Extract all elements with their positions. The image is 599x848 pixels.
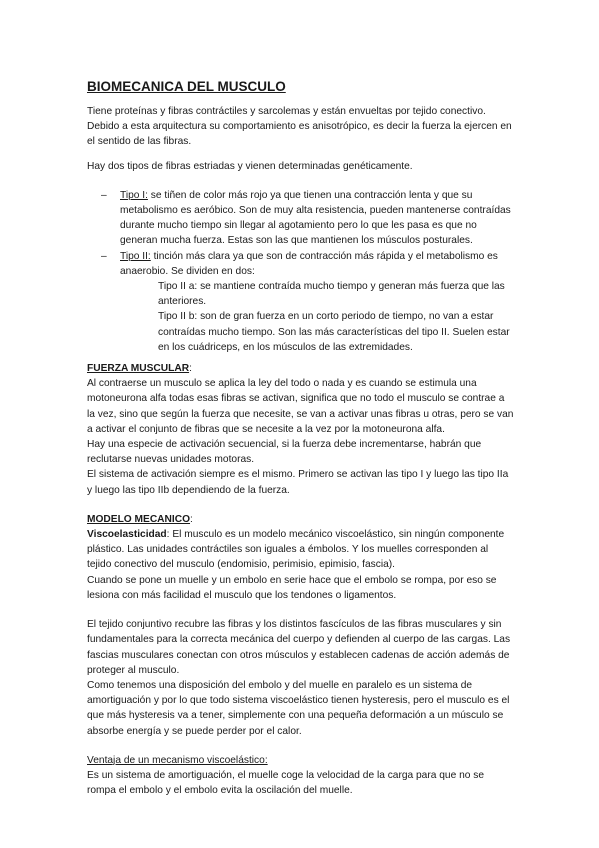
ventaja-heading: Ventaja de un mecanismo viscoelástico: [87,754,268,766]
tipo-ii-label: Tipo II: [120,250,151,262]
modelo-paragraph-3: El tejido conjuntivo recubre las fibras y los distintos fascículos de las fibras musculares y sin fundamentales para la correcta mecánica del cuerpo y defienden al cuerpo de las cargas. Las fascias musculares conectan con otros músculos y establecen cadenas de acción además de proteger al musculo. [87,619,511,676]
modelo-paragraph-4: Como tenemos una disposición del embolo y del muelle en paralelo es un sistema de amortiguación y por lo que todo sistema viscoelástico tienen hysteresis, pero el musculo es el que más hysteresis va a tener, simplemente con una pequeña deformación a un músculo se absorbe energía y se puede perder por el calor. [87,679,510,737]
fuerza-heading: FUERZA MUSCULAR [87,363,190,375]
dash-bullet: – [101,189,107,201]
tipo-i-label: Tipo I: [120,189,148,201]
modelo-paragraph-2: Cuando se pone un muelle y un embolo en serie hace que el embolo se rompa, por eso se lesiona con más facilidad el musculo que los tendones o ligamentos. [87,574,497,601]
viscoelasticidad-paragraph [87,527,515,573]
fuerza-paragraph-3: El sistema de activación siempre es el mismo. Primero se activan las tipo I y luego las tipo IIa y luego las tipo IIb dependiendo de la fuerza. [87,469,509,496]
tipo-ii-text: tinción más clara ya que son de contracción más rápida y el metabolismo es anaerobio. Se dividen en dos: [120,250,498,277]
viscoelasticidad-text: : El musculo es un modelo mecánico viscoelástico, sin ningún componente plástico. Las unidades contráctiles son iguales a émbolos. Y los muelles corresponden al tejido conectivo del musculo (endomisio, perimisio, epimisio, fascia). [87,529,505,571]
tipo-i-text: se tiñen de color más rojo ya que tienen una contracción lenta y que su metabolismo es aeróbico. Son de muy alta resistencia, pueden mantenerse contraídas durante mucho tiempo sin llegar al agotamiento pero lo que les pasa es que no generan mucha fuerza. Estas son las que mantienen los músculos posturales. [120,189,511,247]
fuerza-paragraph-1: Al contraerse un musculo se aplica la ley del todo o nada y es cuando se estimula una motoneurona alfa todas esas fibras se activan, significa que no todo el musculo se contrae a la vez, sino que según la fuerza que necesite, se van a activar unas fibras u otras, pero se van a activar el conjunto de fibras que se necesite a la vez por la motoneurona alfa. [87,378,514,435]
fuerza-heading-line [87,361,515,376]
fibers-intro-paragraph: Hay dos tipos de fibras estriadas y vienen determinadas genéticamente. [87,160,413,172]
list-item-tipo-ii [87,249,515,355]
viscoelasticidad-label: Viscoelasticidad [87,529,167,541]
subtype-ii-b: Tipo II b: son de gran fuerza en un corto periodo de tiempo, no van a estar contraídas mucho tiempo. Son las más características del tipo II. Suelen estar en los cuádriceps, en los músculos de las extremidades. [158,311,510,353]
fuerza-paragraph-2: Hay una especie de activación secuencial, si la fuerza debe incrementarse, habrán que reclutarse nuevas unidades motoras. [87,439,482,466]
ventaja-paragraph: Es un sistema de amortiguación, el muelle coge la velocidad de la carga para que no se rompa el embolo y el embolo evita la oscilación del muelle. [87,769,484,797]
modelo-heading-colon: : [190,513,193,525]
dash-bullet: – [101,250,107,262]
document-body [87,78,515,798]
fiber-types-list [87,188,515,355]
list-item-tipo-i [87,188,515,249]
modelo-heading: MODELO MECANICO [87,513,191,525]
fuerza-heading-colon: : [189,363,192,375]
subtype-ii-a: Tipo II a: se mantiene contraída mucho tiempo y generan más fuerza que las anteriores. [158,281,505,308]
tipo-ii-subtypes [120,279,515,355]
document-title: BIOMECANICA DEL MUSCULO [87,79,286,94]
intro-paragraph: Tiene proteínas y fibras contráctiles y sarcolemas y están envueltas por tejido conectivo. Debido a esta arquitectura su comportamiento es anisotrópico, es decir la fuerza la ejercen en el sentido de las fibras. [87,106,512,148]
modelo-heading-line [87,512,515,527]
